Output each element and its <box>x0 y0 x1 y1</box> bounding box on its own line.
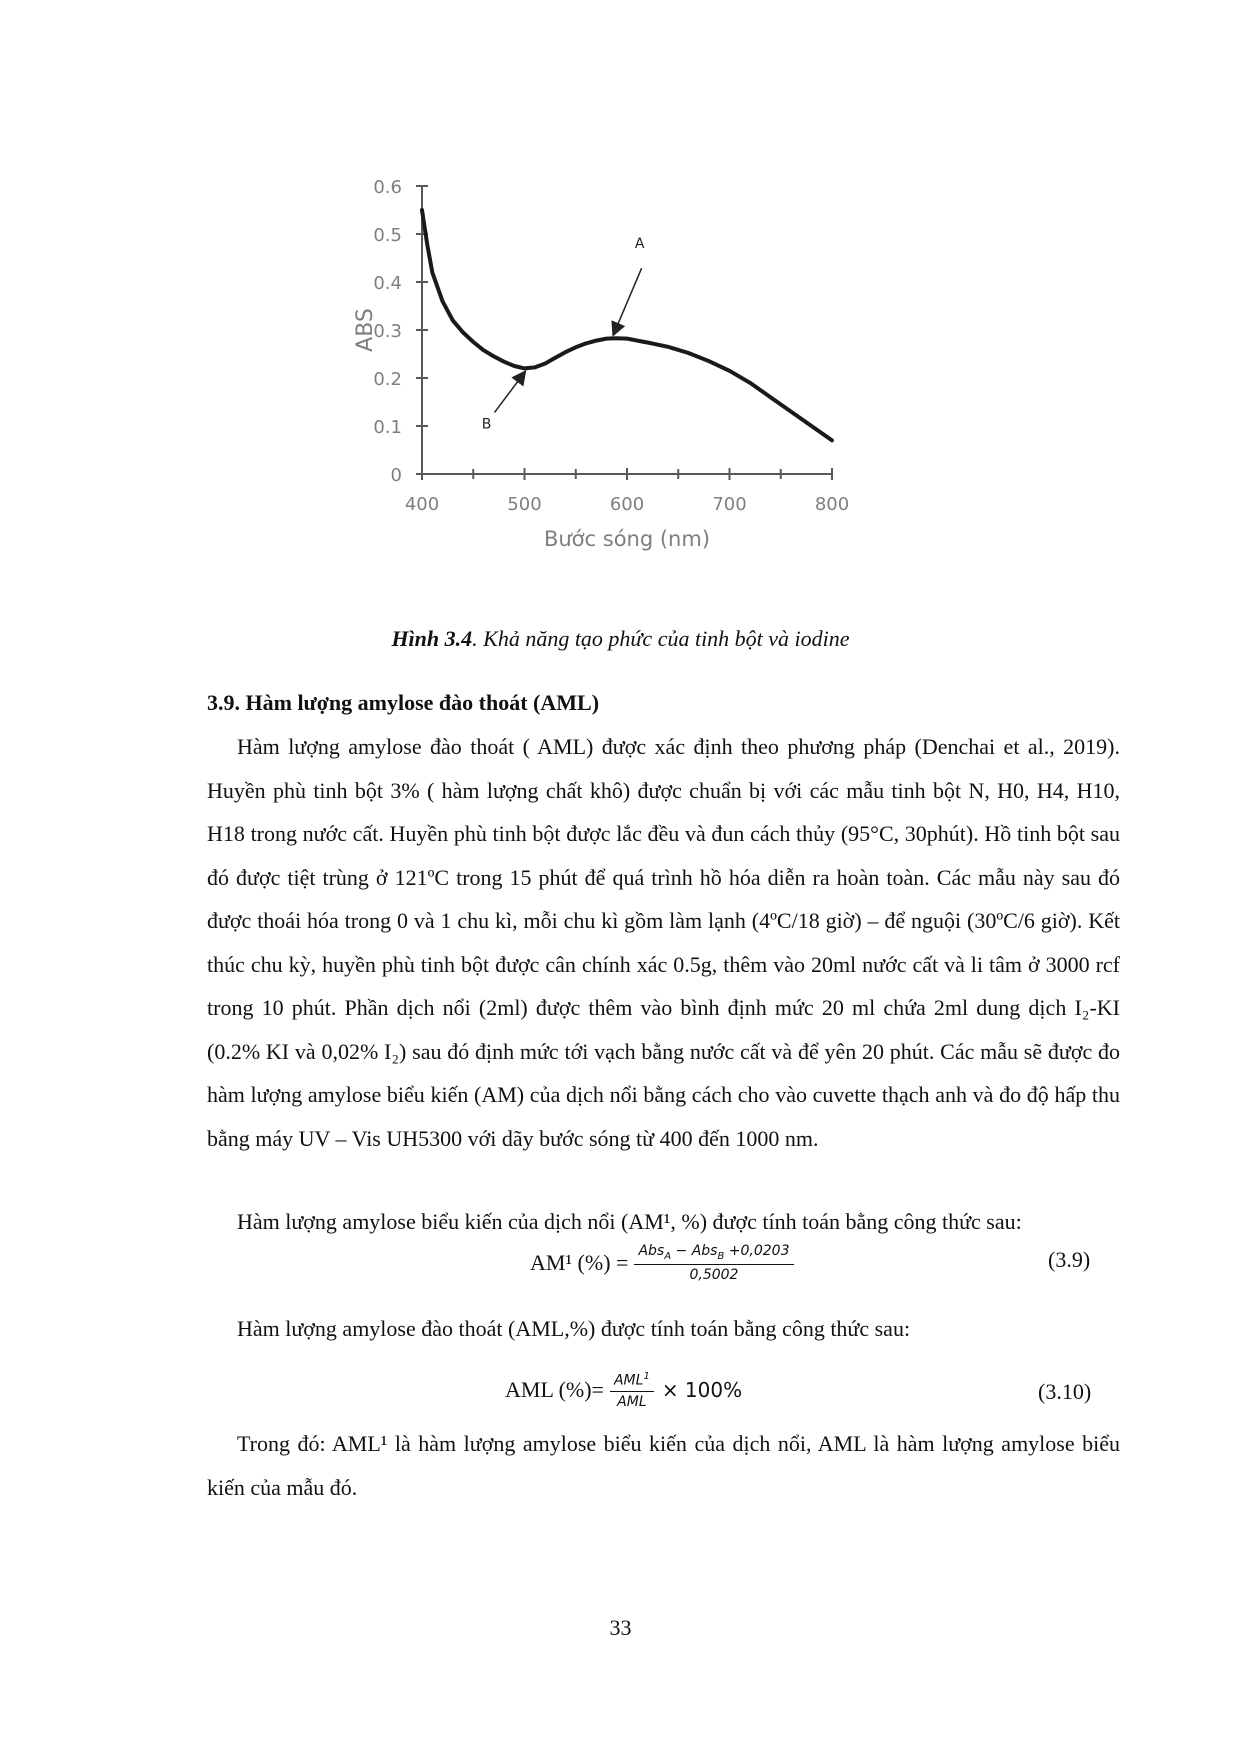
eq2-fraction <box>610 1371 654 1410</box>
y-tick-label: 0.4 <box>373 273 402 294</box>
paragraph-definitions: Trong đó: AML¹ là hàm lượng amylose biểu kiến của dịch nổi, AML là hàm lượng amylose biểu kiến của mẫu đó. <box>207 1431 1120 1500</box>
annotation-label-A: A <box>634 236 645 253</box>
page-number: 33 <box>609 1615 632 1640</box>
figure-caption-text: . Khả năng tạo phức của tinh bột và iodine <box>472 626 850 651</box>
absorbance-chart <box>353 177 960 620</box>
x-tick-label: 600 <box>609 494 645 515</box>
y-axis-label: ABS <box>353 308 378 352</box>
eq2-lhs: AML (%)= <box>505 1377 604 1403</box>
eq1-fraction <box>634 1243 793 1283</box>
equation-number-3-10: (3.10) <box>1038 1379 1092 1404</box>
y-tick-label: 0.6 <box>373 177 402 198</box>
paragraph-am-formula-intro: Hàm lượng amylose biểu kiến của dịch nổi (AM¹, %) được tính toán bằng công thức sau: <box>237 1209 1022 1234</box>
x-tick-label: 400 <box>404 494 440 515</box>
annotation-arrow-A <box>614 268 642 334</box>
y-axis-ticks <box>373 177 428 486</box>
x-tick-label: 500 <box>507 494 542 515</box>
x-tick-label: 800 <box>814 494 850 515</box>
y-tick-label: 0.3 <box>373 321 402 342</box>
figure-label: Hình 3.4 <box>391 626 473 651</box>
paragraph-method: Hàm lượng amylose đào thoát ( AML) được xác định theo phương pháp (Denchai et al., 2019). Huyền phù tinh bột 3% ( hàm lượng chất khô) được chuẩn bị với các mẫu tinh bột N, H0, H4, H10, H18 trong nước cất. Huyền phù tinh bột được lắc đều và đun cách thủy (95°C, 30phút). Hồ tinh bột sau đó được tiệt trùng ở 121ºC trong 15 phút để quá trình hồ hóa diễn ra hoàn toàn. Các mẫu này sau đó được thoái hóa trong 0 và 1 chu kì, mỗi chu kì gồm làm lạnh (4ºC/18 giờ) – để nguội (30ºC/6 giờ). Kết thúc chu kỳ, huyền phù tinh bột được cân chính xác 0.5g, thêm vào 20ml nước cất và li tâm ở 3000 rcf trong 10 phút. Phần dịch nổi (2ml) được thêm vào bình định mức 20 ml chứa 2ml dung dịch I₂-KI (0.2% KI và 0,02% I₂) sau đó định mức tới vạch bằng nước cất và để yên 20 phút. Các mẫu sẽ được đo hàm lượng amylose biểu kiến (AM) của dịch nổi bằng cách cho vào cuvette thạch anh và đo độ hấp thu bằng máy UV – Vis UH5300 với dãy bước sóng từ 400 đến 1000 nm. <box>207 734 1120 1151</box>
section-heading: 3.9. Hàm lượng amylose đào thoát (AML) <box>207 690 600 715</box>
eq1-lhs: AM¹ (%) = <box>530 1249 629 1275</box>
curve-annotations <box>482 236 645 432</box>
equation-number-3-9: (3.9) <box>1048 1247 1091 1272</box>
abs-curve-line <box>422 210 832 440</box>
eq2-numerator: AML$^1$ <box>610 1371 654 1392</box>
equation-3-9 <box>530 1243 794 1283</box>
y-tick-label: 0 <box>390 465 402 486</box>
x-axis-label: Bước sóng (nm) <box>543 527 711 551</box>
eq2-rhs: × 100% <box>661 1378 743 1403</box>
y-tick-label: 0.1 <box>373 417 402 438</box>
annotation-arrow-B <box>495 372 525 412</box>
x-axis-ticks <box>405 468 849 515</box>
eq1-denominator: 0,5002 <box>689 1266 739 1283</box>
eq2-denominator: AML <box>617 1393 647 1410</box>
equation-3-10 <box>505 1371 742 1410</box>
y-tick-label: 0.5 <box>373 225 402 246</box>
y-tick-label: 0.2 <box>373 369 402 390</box>
paragraph-aml-formula-intro: Hàm lượng amylose đào thoát (AML,%) được tính toán bằng công thức sau: <box>237 1316 911 1341</box>
eq1-numerator: Abs$_A$ − Abs$_B$ +0,0203 <box>634 1243 793 1265</box>
figure-caption <box>0 626 1241 652</box>
annotation-label-B: B <box>481 416 492 433</box>
x-tick-label: 700 <box>712 494 747 515</box>
